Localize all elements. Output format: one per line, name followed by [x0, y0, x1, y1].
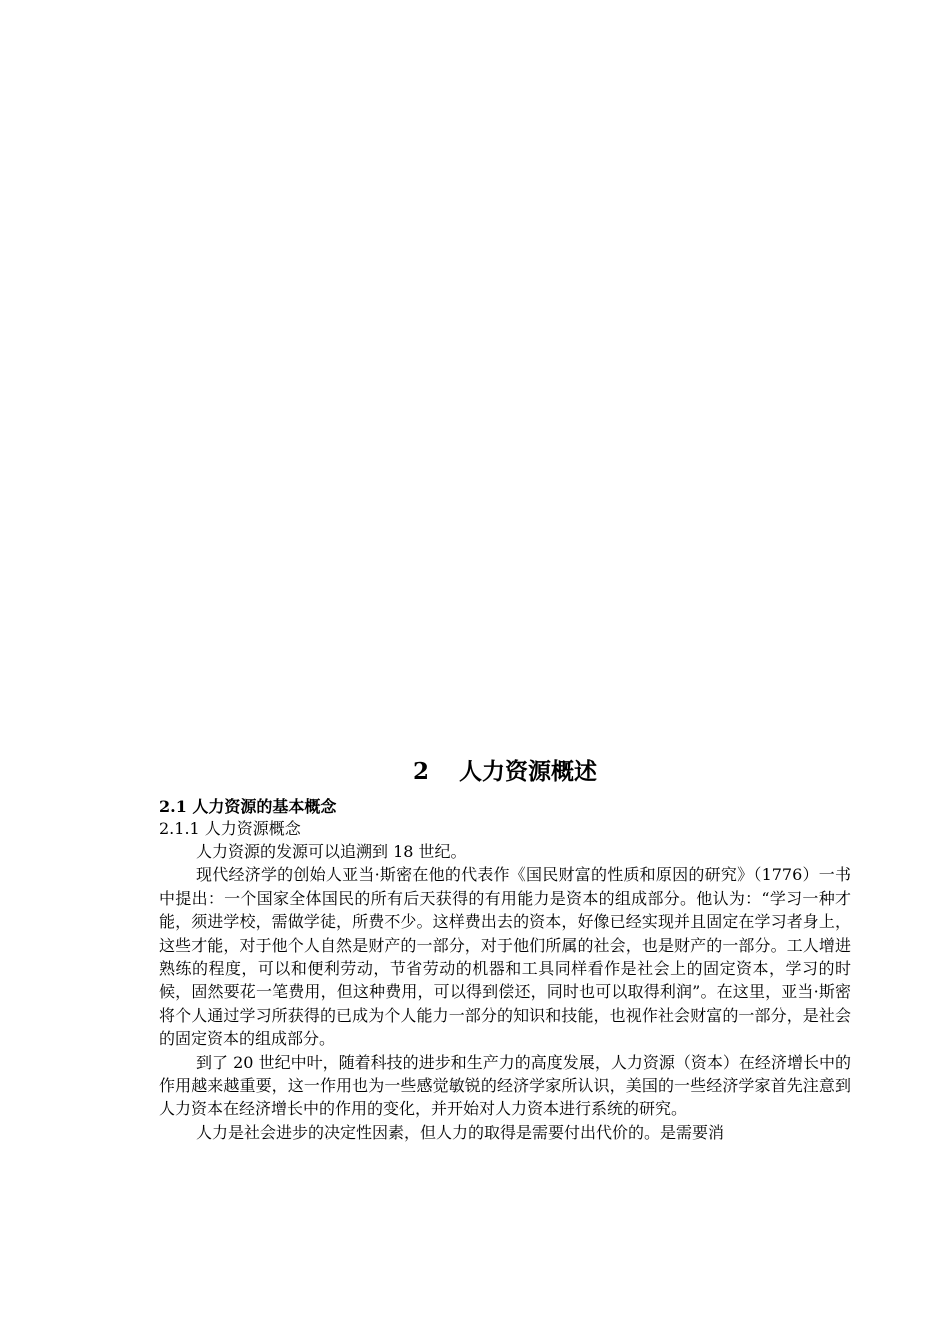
section-heading: 2.1 人力资源的基本概念 — [159, 797, 337, 816]
subsection-heading: 2.1.1 人力资源概念 — [159, 819, 301, 838]
chapter-title-text: 人力资源概述 — [459, 758, 597, 785]
chapter-number: 2 — [412, 758, 429, 785]
body-paragraph-3: 到了 20 世纪中叶，随着科技的进步和生产力的高度发展，人力资源（资本）在经济增长中的作用越来越重要，这一作用也为一些感觉敏锐的经济学家所认识，美国的一些经济学家首先注意到人力资本在经济增长中的作用的变化，并开始对人力资本进行系统的研究。 — [159, 1052, 851, 1119]
body-paragraph-4: 人力是社会进步的决定性因素，但人力的取得是需要付出代价的。是需要消 — [196, 1122, 725, 1142]
chapter-content — [159, 754, 851, 1144]
body-paragraph-1: 人力资源的发源可以追溯到 18 世纪。 — [196, 842, 467, 861]
chapter-title — [159, 754, 851, 790]
body-paragraph-2: 现代经济学的创始人亚当·斯密在他的代表作《国民财富的性质和原因的研究》（1776）一书中提出：一个国家全体国民的所有后天获得的有用能力是资本的组成部分。他认为：“学习一种才能，须进学校，需做学徒，所费不少。这样费出去的资本，好像已经实现并且固定在学习者身上，这些才能，对于他个人自然是财产的一部分，对于他们所属的社会，也是财产的一部分。工人增进熟练的程度，可以和便利劳动，节省劳动的机器和工具同样看作是社会上的固定资本，学习的时候，固然要花一笔费用，但这种费用，可以得到偿还，同时也可以取得利润”。在这里，亚当·斯密将个人通过学习所获得的已成为个人能力一部分的知识和技能，也视作社会财富的一部分，是社会的固定资本的组成部分。 — [159, 865, 851, 1049]
